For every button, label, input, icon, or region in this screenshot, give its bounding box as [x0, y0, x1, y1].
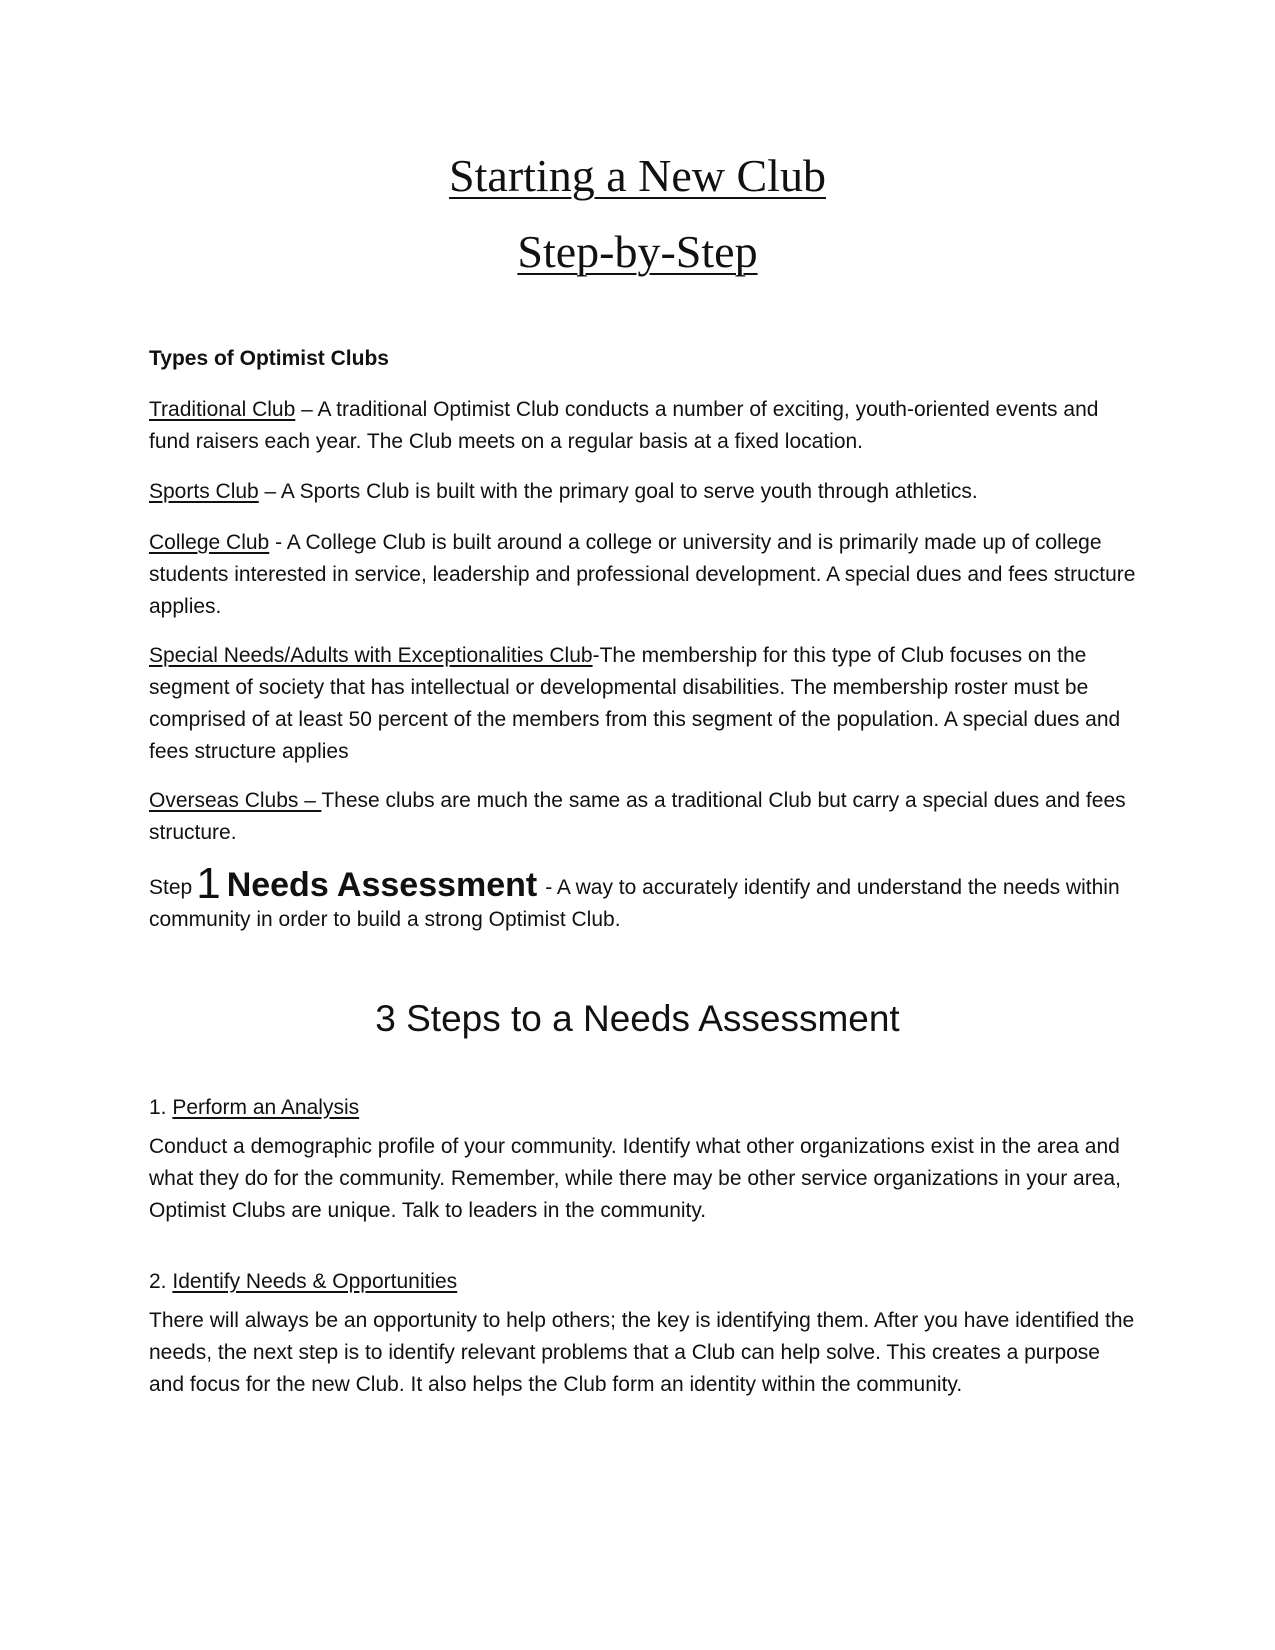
- step-description: - A way to accurately identify and understand the needs within community in order to build a strong Optimist Club.: [149, 876, 1120, 931]
- club-type-description: These clubs are much the same as a traditional Club but carry a special dues and fees structure.: [149, 789, 1126, 844]
- club-type-sports: [149, 476, 1139, 508]
- club-type-description: The membership for this type of Club focuses on the segment of society that has intellectual or developmental disabilities. The membership roster must be comprised of at least 50 percent of the members from this segment of the population. A special dues and fees structure applies: [149, 644, 1121, 763]
- document-title: Starting a New Club: [449, 150, 826, 201]
- step-number: 1: [196, 859, 221, 908]
- needs-step-1-title: [149, 1092, 359, 1124]
- club-type-name: Traditional Club: [149, 398, 296, 421]
- club-type-description: A traditional Optimist Club conducts a number of exciting, youth-oriented events and fund raisers each year. The Club meets on a regular basis at a fixed location.: [149, 398, 1099, 453]
- club-type-name: College Club: [149, 531, 270, 554]
- needs-assessment-heading: 3 Steps to a Needs Assessment: [375, 998, 900, 1039]
- club-type-separator: –: [258, 480, 281, 503]
- club-type-traditional: [149, 394, 1139, 458]
- club-type-separator: –: [295, 398, 318, 421]
- needs-step-number: 1.: [149, 1096, 173, 1119]
- needs-step-number: 2.: [149, 1270, 173, 1293]
- types-heading: Types of Optimist Clubs: [149, 347, 389, 370]
- club-type-college: [149, 527, 1139, 623]
- club-type-name: Overseas Clubs –: [149, 789, 322, 812]
- needs-step-2-body: There will always be an opportunity to help others; the key is identifying them. After you have identified the needs, the next step is to identify relevant problems that a Club can help solve. This creates a purpose and focus for the new Club. It also helps the Club form an identity within the community.: [149, 1309, 1135, 1396]
- club-type-description: A Sports Club is built with the primary goal to serve youth through athletics.: [280, 480, 978, 503]
- needs-step-name: Perform an Analysis: [172, 1096, 360, 1119]
- step-label: Step: [149, 876, 193, 899]
- step-one: [149, 859, 1139, 936]
- club-type-special-needs: [149, 640, 1139, 768]
- club-type-separator: -: [269, 531, 287, 554]
- club-type-name: Sports Club: [149, 480, 259, 503]
- document-subtitle: Step-by-Step: [517, 226, 758, 277]
- needs-step-name: Identify Needs & Opportunities: [172, 1270, 458, 1293]
- step-title: Needs Assessment: [226, 866, 538, 904]
- club-type-separator: -: [592, 644, 600, 667]
- needs-step-2-title: [149, 1266, 457, 1298]
- club-type-name: Special Needs/Adults with Exceptionalities Club: [149, 644, 593, 667]
- needs-step-1-body: Conduct a demographic profile of your community. Identify what other organizations exist in the area and what they do for the community. Remember, while there may be other service organizations in your area, Optimist Clubs are unique. Talk to leaders in the community.: [149, 1135, 1121, 1222]
- club-type-description: A College Club is built around a college or university and is primarily made up of college students interested in service, leadership and professional development. A special dues and fees structure applies.: [149, 531, 1136, 618]
- club-type-overseas: [149, 785, 1139, 849]
